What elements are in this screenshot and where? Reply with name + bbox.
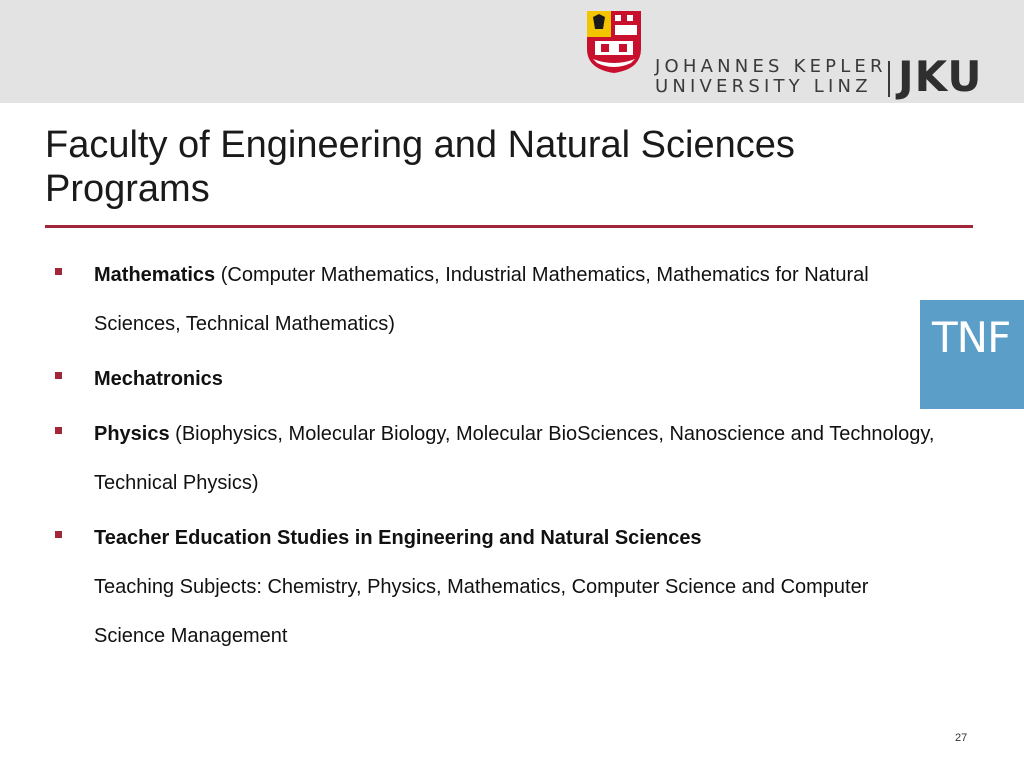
program-item-physics — [55, 410, 935, 508]
university-name-line1: JOHANNES KEPLER — [655, 56, 887, 77]
title-rule — [45, 225, 973, 228]
university-name-line2: UNIVERSITY LINZ — [655, 76, 872, 97]
program-list — [55, 251, 935, 667]
header-band — [0, 0, 1024, 103]
logo-divider — [888, 61, 890, 97]
slide-title — [45, 123, 945, 211]
program-name: Physics — [94, 423, 170, 445]
program-item-mathematics — [55, 251, 935, 349]
bullet-icon — [55, 427, 62, 434]
program-item-teacher-education — [55, 514, 935, 661]
program-name: Mathematics — [94, 264, 216, 286]
page-number: 27 — [955, 732, 968, 744]
university-wordmark — [655, 57, 887, 97]
bullet-icon — [55, 531, 62, 538]
program-detail: (Computer Mathematics, Industrial Mathematics, Mathematics for Natural Sciences, Technical Mathematics) — [94, 264, 869, 335]
faculty-tag-tile — [920, 300, 1024, 409]
program-name: Teacher Education Studies in Engineering and Natural Sciences — [94, 527, 702, 549]
bullet-icon — [55, 268, 62, 275]
program-detail: Teaching Subjects: Chemistry, Physics, Mathematics, Computer Science and Computer Science Management — [94, 576, 869, 647]
program-detail: (Biophysics, Molecular Biology, Molecular BioSciences, Nanoscience and Technology, Technical Physics) — [94, 423, 935, 494]
program-item-mechatronics — [55, 355, 935, 404]
university-crest-icon — [585, 9, 643, 75]
program-name: Mechatronics — [94, 368, 223, 390]
slide-title-line2: Programs — [45, 168, 210, 210]
jku-logo: JKU — [898, 52, 983, 101]
slide-title-line1: Faculty of Engineering and Natural Sciences — [45, 124, 795, 166]
faculty-tag-text: TNF — [932, 313, 1011, 362]
bullet-icon — [55, 372, 62, 379]
